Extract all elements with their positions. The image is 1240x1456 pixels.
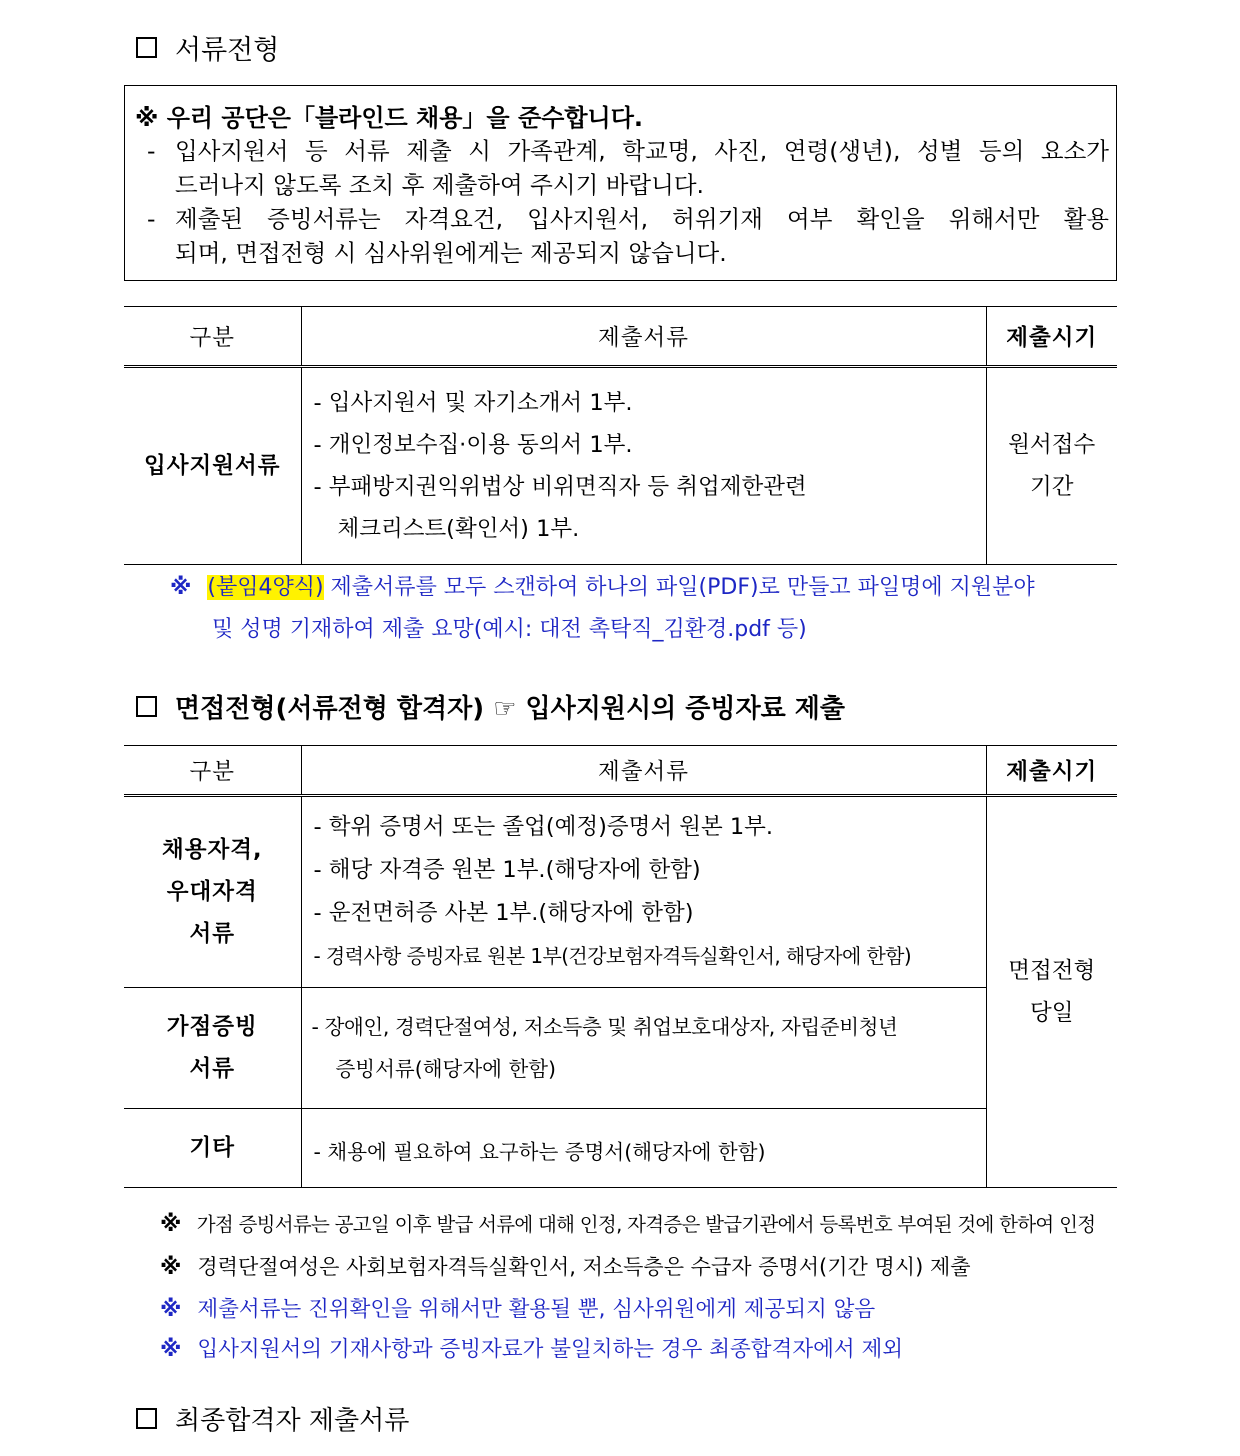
row-documents xyxy=(301,1109,986,1188)
note-text: 가점 증빙서류는 공고일 이후 발급 서류에 대해 인정, 자격증은 발급기관에서 등록번호 부여된 것에 한하여 인정 xyxy=(196,1213,1096,1236)
notice-item-2-line2: 되며, 면접전형 시 심사위원에게는 제공되지 않습니다. xyxy=(175,239,727,267)
doc-item: - 학위 증명서 또는 졸업(예정)증명서 원본 1부. xyxy=(313,814,774,840)
section-title-document-screening xyxy=(136,28,279,67)
header-category: 구분 xyxy=(124,307,301,367)
note-bonus-docs xyxy=(160,1209,1095,1237)
note-text: 제출서류는 진위확인을 위해서만 활용될 뿐, 심사위원에게 제공되지 않음 xyxy=(197,1297,876,1322)
notice-title: ※ 우리 공단은「블라인드 채용」을 준수합니다. xyxy=(135,104,643,132)
doc-item: 증빙서류(해당자에 한함) xyxy=(335,1057,557,1081)
note-text: 입사지원서의 기재사항과 증빙자료가 불일치하는 경우 최종합격자에서 제외 xyxy=(197,1337,904,1362)
note-career-break xyxy=(160,1251,971,1281)
timing-line: 기간 xyxy=(1030,474,1074,500)
doc-item: - 해당 자격증 원본 1부.(해당자에 한함) xyxy=(313,857,701,883)
category-line: 우대자격 xyxy=(166,879,258,905)
row-category: 기타 xyxy=(124,1109,301,1188)
row-category: 입사지원서류 xyxy=(124,367,301,565)
category-line: 채용자격, xyxy=(162,837,263,863)
section-title-interview xyxy=(136,688,845,725)
row-category xyxy=(124,796,301,988)
table-row xyxy=(124,367,1117,565)
note-line1: 제출서류를 모두 스캔하여 하나의 파일(PDF)로 만들고 파일명에 지원분야 xyxy=(323,575,1035,600)
header-documents: 제출서류 xyxy=(301,746,986,796)
highlight-form-ref: (붙임4양식) xyxy=(207,575,324,600)
note-mark: ※ xyxy=(160,1212,181,1237)
blind-hiring-notice xyxy=(124,85,1117,281)
notice-item-2-line1: 제출된 증빙서류는 자격요건, 입사지원서, 허위기재 여부 확인을 위해서만 활용 xyxy=(175,205,1109,233)
table-row xyxy=(124,1109,1117,1188)
notice-item-1-line1: 입사지원서 등 서류 제출 시 가족관계, 학교명, 사진, 연령(생년), 성별 등의 요소가 xyxy=(175,137,1109,165)
section-title-text: 서류전형 xyxy=(175,35,280,66)
doc-item: - 부패방지권익위법상 비위면직자 등 취업제한관련 xyxy=(313,474,807,500)
doc-item: - 운전면허증 사본 1부.(해당자에 한함) xyxy=(313,900,694,926)
doc-item: 체크리스트(확인서) 1부. xyxy=(337,516,580,542)
note-mismatch xyxy=(160,1332,903,1363)
header-timing: 제출시기 xyxy=(986,746,1117,796)
interview-documents-table xyxy=(124,745,1117,1188)
table-row xyxy=(124,796,1117,988)
timing-line: 원서접수 xyxy=(1008,432,1096,458)
doc-item: - 경력사항 증빙자료 원본 1부(건강보험자격득실확인서, 해당자에 한함) xyxy=(313,944,912,968)
section-title-final xyxy=(136,1400,409,1437)
submission-note-line2: 및 성명 기재하여 제출 요망(예시: 대전 촉탁직_김환경.pdf 등) xyxy=(212,617,807,642)
dash-mark: - xyxy=(147,205,156,233)
row-category xyxy=(124,988,301,1109)
section-title-text: 최종합격자 제출서류 xyxy=(175,1406,410,1436)
notice-item-1-line2: 드러나지 않도록 조치 후 제출하여 주시기 바랍니다. xyxy=(175,171,705,199)
category-line: 가점증빙 xyxy=(166,1014,258,1040)
section-title-text: 면접전형(서류전형 합격자) ☞ 입사지원시의 증빙자료 제출 xyxy=(175,694,846,724)
checkbox-square-icon xyxy=(136,1408,157,1429)
header-category: 구분 xyxy=(124,746,301,796)
timing-line: 면접전형 xyxy=(1008,958,1096,984)
timing-line: 당일 xyxy=(1030,1000,1074,1026)
checkbox-square-icon xyxy=(136,37,157,58)
table-row xyxy=(124,988,1117,1109)
category-line: 서류 xyxy=(189,1056,235,1082)
doc-item: - 장애인, 경력단절여성, 저소득층 및 취업보호대상자, 자립준비청년 xyxy=(311,1015,898,1039)
document-screening-table xyxy=(124,306,1117,565)
header-documents: 제출서류 xyxy=(301,307,986,367)
dash-mark: - xyxy=(147,137,156,165)
doc-item: - 채용에 필요하여 요구하는 증명서(해당자에 한함) xyxy=(313,1140,766,1164)
note-mark: ※ xyxy=(160,1255,182,1280)
row-documents xyxy=(301,796,986,988)
note-mark: ※ xyxy=(160,1337,182,1362)
note-mark: ※ xyxy=(170,575,192,600)
category-line: 서류 xyxy=(189,921,235,947)
note-text: 경력단절여성은 사회보험자격득실확인서, 저소득층은 수급자 증명서(기간 명시) 제출 xyxy=(197,1255,971,1279)
row-documents xyxy=(301,367,986,565)
doc-item: - 입사지원서 및 자기소개서 1부. xyxy=(313,390,633,416)
submission-note xyxy=(170,570,1035,601)
row-documents xyxy=(301,988,986,1109)
doc-item: - 개인정보수집·이용 동의서 1부. xyxy=(313,432,633,458)
interview-timing xyxy=(986,796,1117,1188)
checkbox-square-icon xyxy=(136,696,157,717)
note-mark: ※ xyxy=(160,1297,182,1322)
row-timing xyxy=(986,367,1117,565)
note-verification xyxy=(160,1292,875,1323)
header-timing: 제출시기 xyxy=(986,307,1117,367)
